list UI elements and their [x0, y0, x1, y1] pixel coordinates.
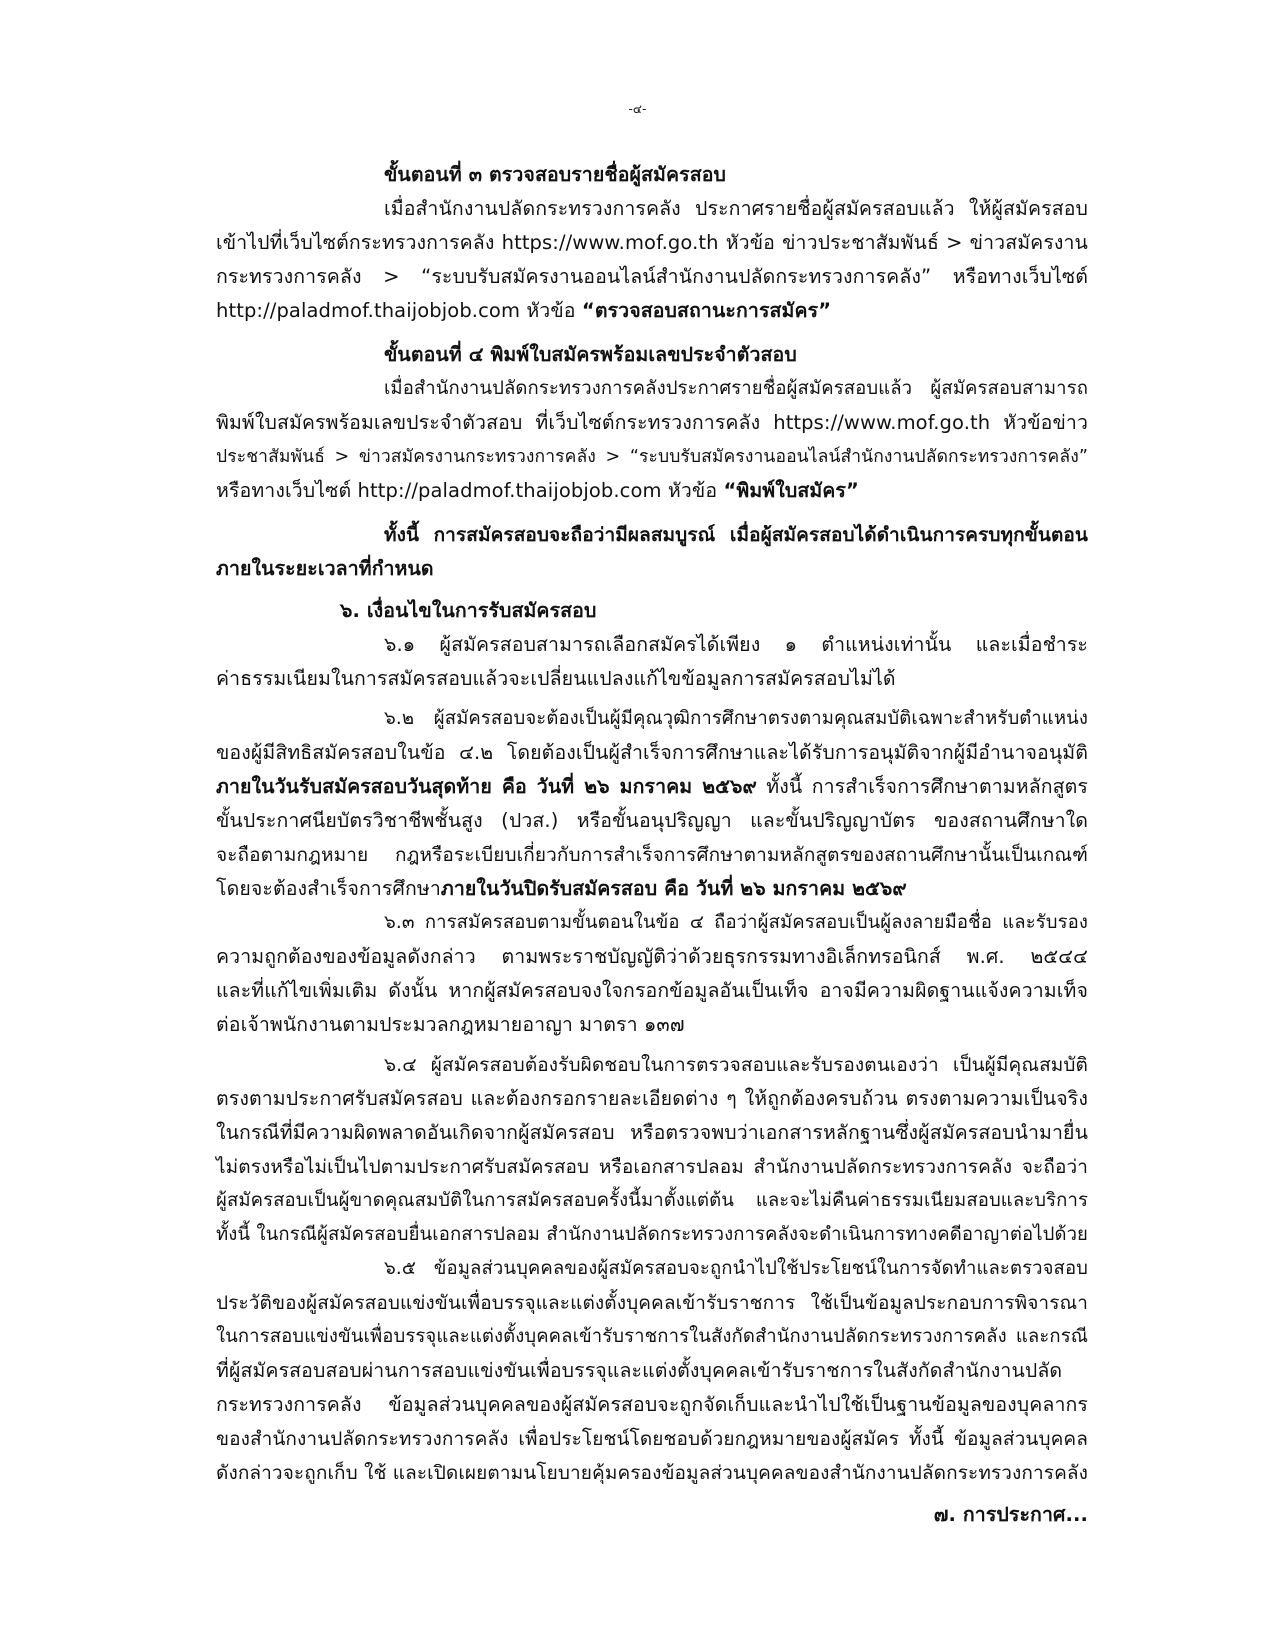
clause-6-3: ต่อเจ้าพนักงานตามประมวลกฎหมายอาญา มาตรา ๑๓๗: [216, 1013, 685, 1036]
clause-6-5: ๖.๕ ข้อมูลส่วนบุคคลของผู้สมัครสอบจะถูกนำไปใช้ประโยชน์ในการจัดทำและตรวจสอบ: [384, 1258, 1088, 1279]
clause-6-1: ๖.๑ ผู้สมัครสอบสามารถเลือกสมัครได้เพียง ๑ ตำแหน่งเท่านั้น และเมื่อชำระ: [384, 633, 1088, 656]
step4-line: [216, 476, 859, 506]
step4-line: ประชาสัมพันธ์ > ข่าวสมัครงานกระทรวงการคลัง > “ระบบรับสมัครงานออนไลน์สำนักงานปลัดกระทรวงการคลัง”: [216, 447, 1088, 467]
clause-6-5: ดังกล่าวจะถูกเก็บ ใช้ และเปิดเผยตามนโยบายคุ้มครองข้อมูลส่วนบุคคลของสำนักงานปลัดกระทรวงการคลัง: [216, 1462, 1088, 1484]
clause-6-3: ๖.๓ การสมัครสอบตามขั้นตอนในข้อ ๔ ถือว่าผู้สมัครสอบเป็นผู้ลงลายมือชื่อ และรับรอง: [384, 912, 1088, 933]
step4-line: เมื่อสำนักงานปลัดกระทรวงการคลังประกาศรายชื่อผู้สมัครสอบแล้ว ผู้สมัครสอบสามารถ: [384, 378, 1088, 399]
step3-line: กระทรวงการคลัง > “ระบบรับสมัครงานออนไลน์สำนักงานปลัดกระทรวงการคลัง” หรือทางเว็บไซต์: [216, 265, 1088, 288]
clause-6-5: ในการสอบแข่งขันเพื่อบรรจุและแต่งตั้งบุคคลเข้ารับราชการในสังกัดสำนักงานปลัดกระทรวงการคลัง และกรณี: [216, 1326, 1088, 1347]
step4-url-text: หรือทางเว็บไซต์ http://paladmof.thaijobjob.com หัวข้อ: [216, 479, 724, 502]
step4-line: พิมพ์ใบสมัครพร้อมเลขประจำตัวสอบ ที่เว็บไซต์กระทรวงการคลัง https://www.mof.go.th หัวข้อข่าว: [216, 411, 1088, 434]
clause-6-4: ไม่ตรงหรือไม่เป็นไปตามประกาศรับสมัครสอบ หรือเอกสารปลอม สำนักงานปลัดกระทรวงการคลัง จะถือว่า: [216, 1156, 1088, 1178]
step3-url-text: http://paladmof.thaijobjob.com หัวข้อ: [216, 299, 582, 322]
continuation-marker: ๗. การประกาศ...: [933, 1503, 1088, 1526]
step3-heading: ขั้นตอนที่ ๓ ตรวจสอบรายชื่อผู้สมัครสอบ: [384, 163, 727, 186]
step4-heading: ขั้นตอนที่ ๔ พิมพ์ใบสมัครพร้อมเลขประจำตัวสอบ: [384, 343, 797, 366]
clause-6-3: และที่แก้ไขเพิ่มเติม ดังนั้น หากผู้สมัครสอบจงใจกรอกข้อมูลอันเป็นเท็จ อาจมีความผิดฐานแจ้งความเท็จ: [216, 979, 1088, 1002]
clause-6-2: ขั้นประกาศนียบัตรวิชาชีพชั้นสูง (ปวส.) หรือขั้นอนุปริญญา และขั้นปริญญาบัตร ของสถานศึกษาใด: [216, 809, 1088, 832]
completion-note: ภายในระยะเวลาที่กำหนด: [216, 557, 434, 580]
clause-6-2: โดยจะต้องสำเร็จการศึกษาภายในวันปิดรับสมัครสอบ คือ วันที่ ๒๖ มกราคม ๒๕๖๙: [216, 877, 907, 900]
clause-6-5: กระทรวงการคลัง ข้อมูลส่วนบุคคลของผู้สมัครสอบจะถูกจัดเก็บและนำไปใช้เป็นฐานข้อมูลของบุคลากร: [216, 1393, 1088, 1416]
clause-6-4: ตรงตามประกาศรับสมัครสอบ และต้องกรอกรายละเอียดต่าง ๆ ให้ถูกต้องครบถ้วน ตรงตามความเป็นจริง: [216, 1087, 1088, 1110]
clause-6-5: ประวัติของผู้สมัครสอบแข่งขันเพื่อบรรจุและแต่งตั้งบุคคลเข้ารับราชการ ใช้เป็นข้อมูลประกอบการพิจารณา: [216, 1292, 1088, 1314]
clause-6-4: ในกรณีที่มีความผิดพลาดอันเกิดจากผู้สมัครสอบ หรือตรวจพบว่าเอกสารหลักฐานซึ่งผู้สมัครสอบนำมายื่น: [216, 1121, 1088, 1144]
clause-6-3: ความถูกต้องของข้อมูลดังกล่าว ตามพระราชบัญญัติว่าด้วยธุรกรรมทางอิเล็กทรอนิกส์ พ.ศ. ๒๕๔๔: [216, 945, 1088, 968]
clause-6-2: ๖.๒ ผู้สมัครสอบจะต้องเป็นผู้มีคุณวุฒิการศึกษาตรงตามคุณสมบัติเฉพาะสำหรับตำแหน่ง: [384, 708, 1088, 729]
deadline-text: ภายในวันปิดรับสมัครสอบ คือ วันที่ ๒๖ มกราคม ๒๕๖๙: [440, 877, 907, 900]
clause-6-2: จะถือตามกฎหมาย กฎหรือระเบียบเกี่ยวกับการสำเร็จการศึกษาตามหลักสูตรของสถานศึกษานั้นเป็นเกณฑ์: [216, 844, 1088, 866]
step4-topic: “พิมพ์ใบสมัคร”: [723, 479, 859, 502]
deadline-text: ภายในวันรับสมัครสอบวันสุดท้าย คือ วันที่ ๒๖ มกราคม ๒๕๖๙: [216, 775, 757, 798]
section6-heading: ๖. เงื่อนไขในการรับสมัครสอบ: [340, 599, 597, 622]
completion-note: ทั้งนี้ การสมัครสอบจะถือว่ามีผลสมบูรณ์ เมื่อผู้สมัครสอบได้ดำเนินการครบทุกขั้นตอน: [384, 524, 1088, 546]
clause-6-5: ของสำนักงานปลัดกระทรวงการคลัง เพื่อประโยชน์โดยชอบด้วยกฎหมายของผู้สมัคร ทั้งนี้ ข้อมูลส่วนบุคคล: [216, 1428, 1088, 1450]
clause-6-4: ผู้สมัครสอบเป็นผู้ขาดคุณสมบัติในการสมัครสอบครั้งนี้มาตั้งแต่ต้น และจะไม่คืนค่าธรรมเนียมสอบและบริการ: [216, 1190, 1088, 1211]
step3-line: [216, 296, 831, 326]
clause-6-1: ค่าธรรมเนียมในการสมัครสอบแล้วจะเปลี่ยนแปลงแก้ไขข้อมูลการสมัครสอบไม่ได้: [216, 667, 896, 690]
clause-6-2: ภายในวันรับสมัครสอบวันสุดท้าย คือ วันที่ ๒๖ มกราคม ๒๕๖๙ ทั้งนี้ การสำเร็จการศึกษาตามหลักสูตร: [216, 775, 1088, 798]
page-number: -๔-: [628, 102, 647, 116]
clause-6-5: ที่ผู้สมัครสอบสอบผ่านการสอบแข่งขันเพื่อบรรจุและแต่งตั้งบุคคลเข้ารับราชการในสังกัดสำนักงานปลัด: [216, 1359, 1063, 1382]
clause-6-4: ๖.๔ ผู้สมัครสอบต้องรับผิดชอบในการตรวจสอบและรับรองตนเองว่า เป็นผู้มีคุณสมบัติ: [384, 1054, 1088, 1076]
clause-6-2: ของผู้มีสิทธิสมัครสอบในข้อ ๔.๒ โดยต้องเป็นผู้สำเร็จการศึกษาและได้รับการอนุมัติจากผู้มีอำนาจอนุมัติ: [216, 741, 1088, 764]
step3-line: เมื่อสำนักงานปลัดกระทรวงการคลัง ประกาศรายชื่อผู้สมัครสอบแล้ว ให้ผู้สมัครสอบ: [384, 197, 1088, 220]
clause-6-4: ทั้งนี้ ในกรณีผู้สมัครสอบยื่นเอกสารปลอม สำนักงานปลัดกระทรวงการคลังจะดำเนินการทางคดีอาญาต่อไปด้วย: [216, 1224, 1088, 1245]
step3-topic: “ตรวจสอบสถานะการสมัคร”: [581, 299, 832, 322]
step3-line: เข้าไปที่เว็บไซต์กระทรวงการคลัง https://www.mof.go.th หัวข้อ ข่าวประชาสัมพันธ์ > ข่าวสมัครงาน: [216, 231, 1088, 254]
